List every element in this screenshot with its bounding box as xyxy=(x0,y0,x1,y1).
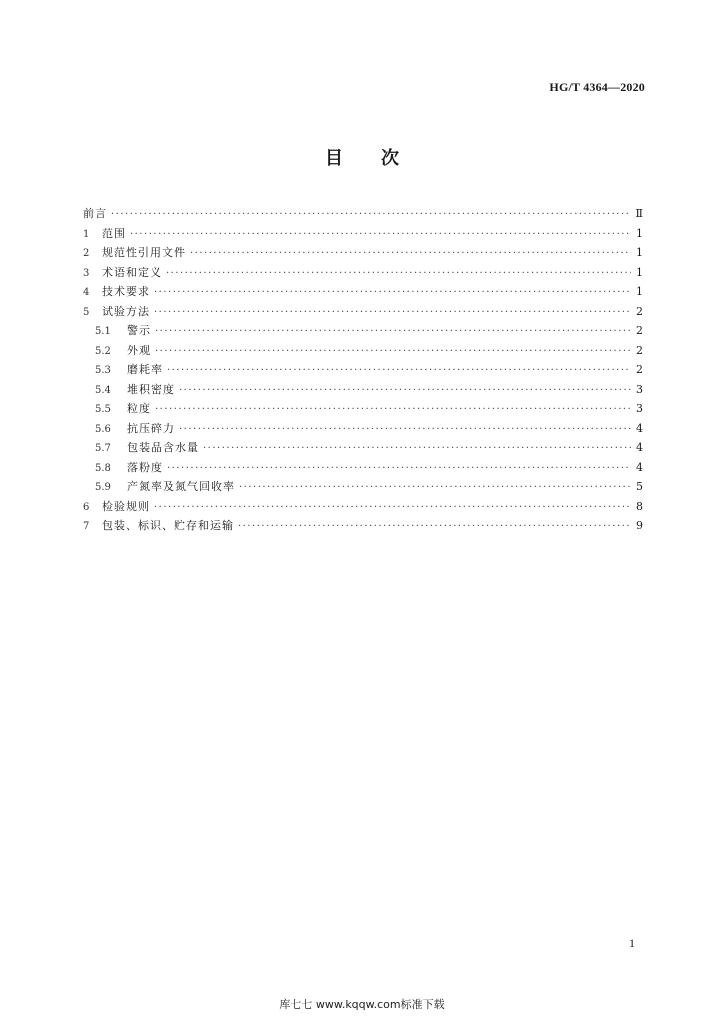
toc-entry-number: 5.6 xyxy=(95,423,111,435)
toc-entry-page: 4 xyxy=(636,441,643,454)
table-of-contents xyxy=(83,204,643,536)
toc-entry[interactable] xyxy=(83,477,643,497)
toc-entry-page: 1 xyxy=(636,246,643,259)
toc-entry-number: 5.4 xyxy=(95,384,111,396)
toc-entry-number: 5 xyxy=(83,306,90,318)
dot-leader xyxy=(154,498,631,518)
toc-entry-label: 前言 xyxy=(83,207,107,220)
toc-entry-page: 3 xyxy=(636,402,643,415)
toc-entry[interactable] xyxy=(83,243,643,263)
toc-entry-page: 9 xyxy=(636,519,643,532)
toc-entry-label: 粒度 xyxy=(127,402,151,415)
toc-entry-label: 包装、标识、贮存和运输 xyxy=(102,519,234,532)
toc-entry[interactable] xyxy=(83,204,643,224)
toc-entry-number: 5.5 xyxy=(95,404,111,415)
toc-entry-number: 6 xyxy=(83,501,90,513)
dot-leader xyxy=(167,459,631,479)
toc-entry-label: 检验规则 xyxy=(102,499,150,513)
toc-entry-number: 4 xyxy=(83,287,90,298)
toc-entry-page: 8 xyxy=(636,499,643,513)
dot-leader xyxy=(179,381,631,401)
dot-leader xyxy=(155,322,631,342)
dot-leader xyxy=(130,225,631,245)
toc-title-char-2: 次 xyxy=(381,148,399,169)
toc-entry-label: 堆积密度 xyxy=(127,382,175,396)
standard-code: HG/T 4364—2020 xyxy=(549,80,645,94)
toc-entry-page: 2 xyxy=(636,343,643,357)
toc-entry-page: 3 xyxy=(636,382,643,396)
dot-leader xyxy=(239,478,631,498)
toc-entry[interactable] xyxy=(83,321,643,341)
dot-leader xyxy=(155,400,631,420)
toc-entry-number: 5.1 xyxy=(95,326,111,337)
toc-entry-label: 包装品含水量 xyxy=(127,441,199,454)
dot-leader xyxy=(203,439,631,459)
dot-leader xyxy=(167,361,631,381)
toc-entry[interactable] xyxy=(83,380,643,400)
toc-entry[interactable] xyxy=(83,302,643,322)
toc-entry-number: 1 xyxy=(83,228,90,240)
toc-entry-number: 5.3 xyxy=(95,365,111,376)
toc-entry[interactable] xyxy=(83,282,643,302)
dot-leader xyxy=(154,303,631,323)
dot-leader xyxy=(111,205,631,225)
page-number: 1 xyxy=(629,936,635,950)
toc-entry[interactable] xyxy=(83,419,643,439)
toc-title-char-1: 目 xyxy=(325,148,343,169)
dot-leader xyxy=(179,420,631,440)
toc-entry-label: 技术要求 xyxy=(102,285,150,298)
toc-entry-page: 5 xyxy=(636,480,643,493)
toc-entry[interactable] xyxy=(83,341,643,361)
toc-entry-number: 2 xyxy=(83,248,90,259)
toc-entry-label: 警示 xyxy=(127,324,151,337)
toc-entry[interactable] xyxy=(83,458,643,478)
toc-entry-page: 4 xyxy=(636,460,643,474)
toc-title xyxy=(0,144,724,170)
toc-entry-label: 规范性引用文件 xyxy=(102,246,186,259)
dot-leader xyxy=(166,264,631,284)
toc-entry-label: 产氮率及氮气回收率 xyxy=(127,480,235,493)
toc-entry-number: 7 xyxy=(83,521,90,532)
toc-entry-number: 5.7 xyxy=(95,443,111,454)
toc-entry-number: 3 xyxy=(83,267,90,279)
toc-entry-number: 5.9 xyxy=(95,482,111,493)
toc-entry-label: 外观 xyxy=(127,343,151,357)
toc-entry[interactable] xyxy=(83,497,643,517)
toc-entry[interactable] xyxy=(83,399,643,419)
toc-entry-page: 1 xyxy=(636,226,643,240)
dot-leader xyxy=(154,283,631,303)
toc-entry-page: Ⅱ xyxy=(635,207,643,220)
toc-entry-page: 4 xyxy=(636,421,643,435)
toc-entry[interactable] xyxy=(83,360,643,380)
toc-entry[interactable] xyxy=(83,516,643,536)
toc-entry-label: 磨耗率 xyxy=(127,363,163,376)
toc-entry-label: 抗压碎力 xyxy=(127,421,175,435)
footer-watermark: 库七七 www.kqqw.com标准下载 xyxy=(279,998,445,1011)
toc-entry-page: 1 xyxy=(636,285,643,298)
toc-entry[interactable] xyxy=(83,263,643,283)
toc-entry-page: 2 xyxy=(636,324,643,337)
dot-leader xyxy=(238,517,631,537)
toc-entry-number: 5.2 xyxy=(95,345,111,357)
toc-entry-page: 1 xyxy=(636,265,643,279)
toc-entry-label: 范围 xyxy=(102,226,126,240)
dot-leader xyxy=(155,342,631,362)
toc-entry[interactable] xyxy=(83,224,643,244)
toc-entry-number: 5.8 xyxy=(95,462,111,474)
toc-entry-label: 术语和定义 xyxy=(102,265,162,279)
toc-entry-page: 2 xyxy=(636,304,643,318)
dot-leader xyxy=(190,244,631,264)
toc-entry-label: 落粉度 xyxy=(127,460,163,474)
toc-entry[interactable] xyxy=(83,438,643,458)
toc-entry-label: 试验方法 xyxy=(102,304,150,318)
toc-entry-page: 2 xyxy=(636,363,643,376)
